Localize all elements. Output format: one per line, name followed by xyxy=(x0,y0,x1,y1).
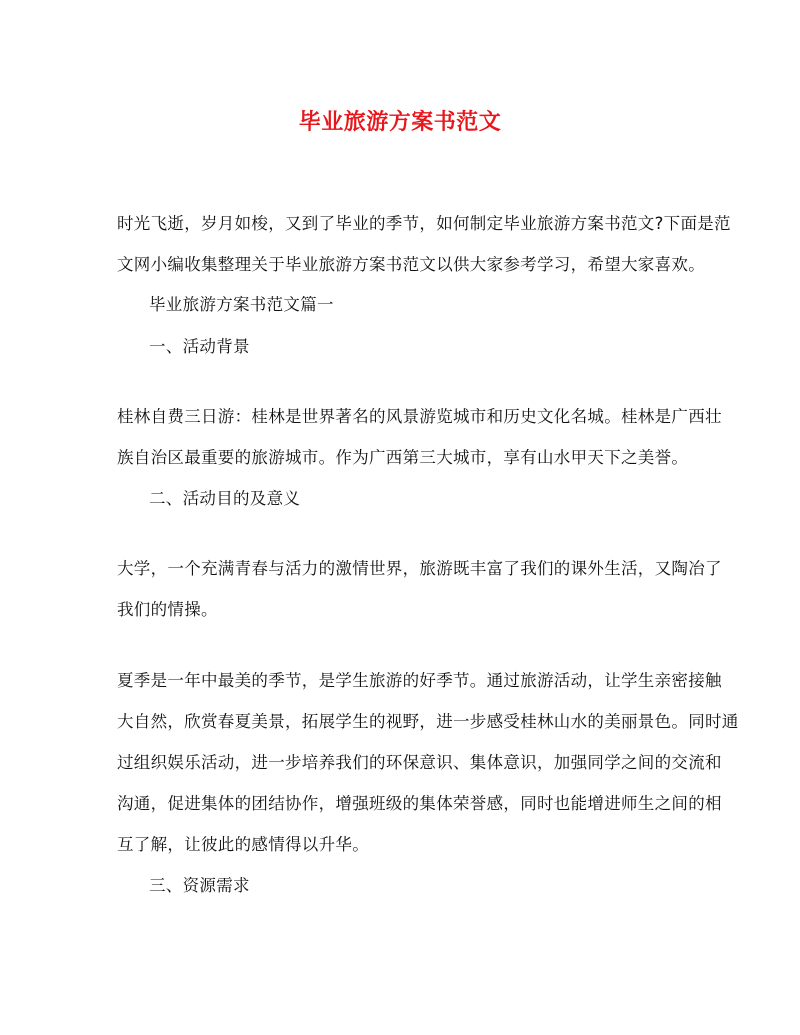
summer-line-1: 夏季是一年中最美的季节，是学生旅游的好季节。通过旅游活动，让学生亲密接触 xyxy=(117,671,722,690)
intro-line-2: 文网小编收集整理关于毕业旅游方案书范文以供大家参考学习，希望大家喜欢。 xyxy=(117,255,705,274)
document-title: 毕业旅游方案书范文 xyxy=(298,109,502,135)
purpose-line-2: 我们的情操。 xyxy=(117,600,218,619)
heading-purpose: 二、活动目的及意义 xyxy=(149,489,301,508)
summer-line-5: 互了解，让彼此的感情得以升华。 xyxy=(117,835,369,854)
background-line-1: 桂林自费三日游：桂林是世界著名的风景游览城市和历史文化名城。桂林是广西壮 xyxy=(117,407,722,426)
heading-activity-background: 一、活动背景 xyxy=(149,337,250,356)
summer-line-2: 大自然，欣赏春夏美景，拓展学生的视野，进一步感受桂林山水的美丽景色。同时通 xyxy=(117,712,739,731)
heading-resource-needs: 三、资源需求 xyxy=(149,876,250,895)
section-heading-part-one: 毕业旅游方案书范文篇一 xyxy=(149,295,334,314)
intro-line-1: 时光飞逝，岁月如梭，又到了毕业的季节，如何制定毕业旅游方案书范文?下面是范 xyxy=(117,214,731,233)
background-line-2: 族自治区最重要的旅游城市。作为广西第三大城市，享有山水甲天下之美誉。 xyxy=(117,448,689,467)
purpose-line-1: 大学，一个充满青春与活力的激情世界，旅游既丰富了我们的课外生活，又陶冶了 xyxy=(117,559,722,578)
summer-line-3: 过组织娱乐活动，进一步培养我们的环保意识、集体意识，加强同学之间的交流和 xyxy=(117,753,722,772)
summer-line-4: 沟通，促进集体的团结协作，增强班级的集体荣誉感，同时也能增进师生之间的相 xyxy=(117,794,722,813)
